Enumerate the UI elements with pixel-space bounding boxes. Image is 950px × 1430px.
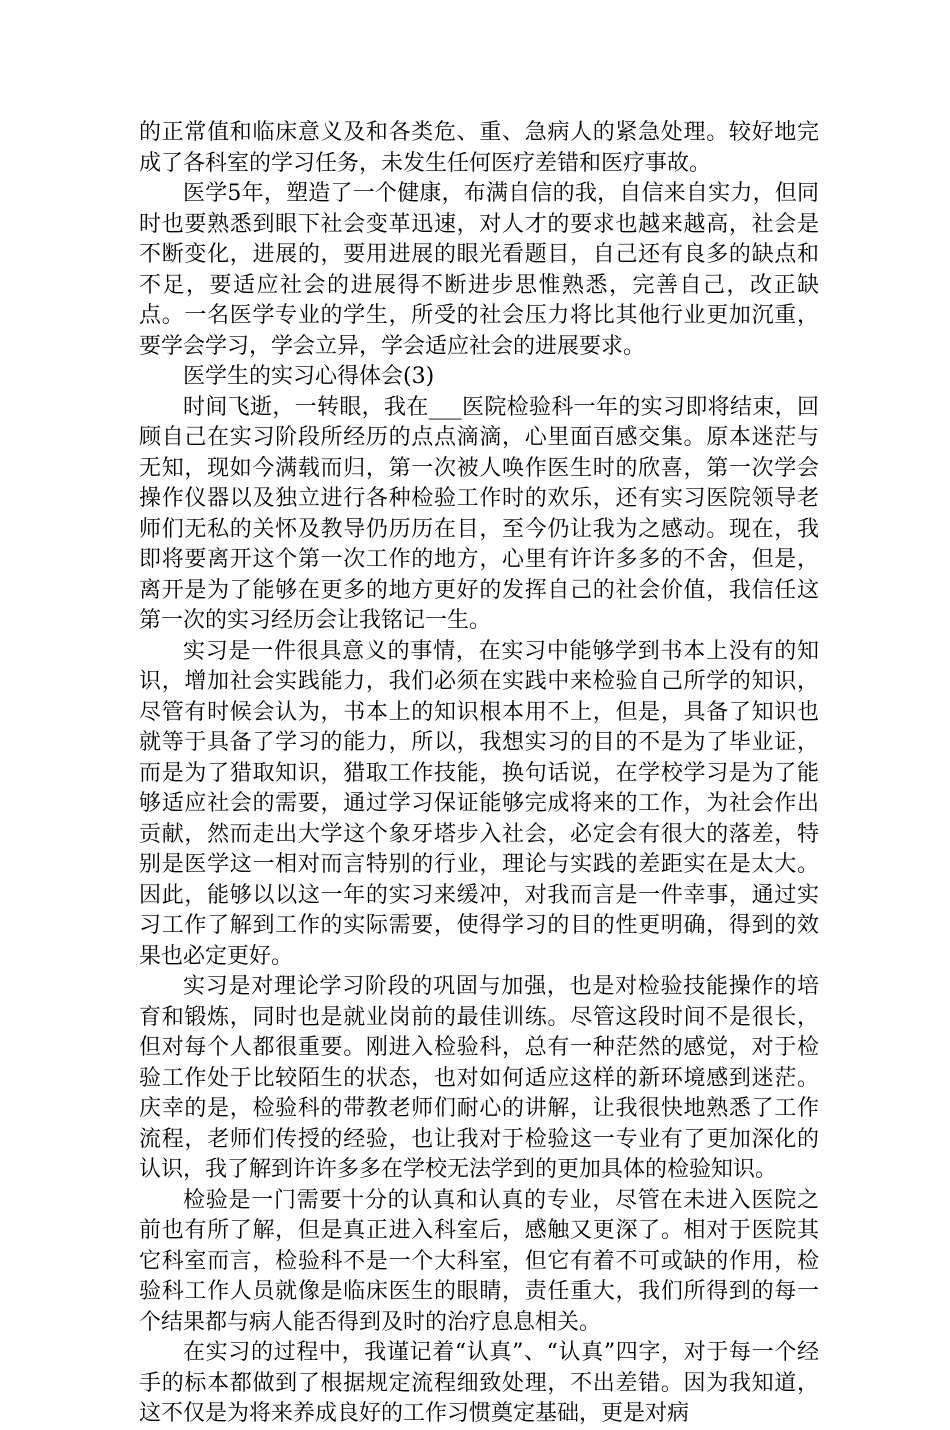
paragraph-consolidation: 实习是对理论学习阶段的巩固与加强，也是对检验技能操作的培育和锻炼，同时也是就业岗前的最佳训练。尽管这段时间不是很长，但对每个人都很重要。刚进入检验科，总有一种茫然的感觉，对于检验工作处于比较陌生的状态，也对如何适应这样的新环境感到迷茫。庆幸的是，检验科的带教老师们耐心的讲解，让我很快地熟悉了工作流程，老师们传授的经验，也让我对于检验这一专业有了更加深化的认识，我了解到许许多多在学校无法学到的更加具体的检验知识。 xyxy=(139,974,819,1182)
section-heading: 医学生的实习心得体会(3) xyxy=(183,364,435,389)
paragraph-medical-five-years: 医学5年，塑造了一个健康，布满自信的我，自信来自实力，但同时也要熟悉到眼下社会变革迅速，对人才的要求也越来越高，社会是不断变化，进展的，要用进展的眼光看题目，自己还有良多的缺点和不足，要适应社会的进展得不断进步思惟熟悉，完善自己，改正缺点。一名医学专业的学生，所受的社会压力将比其他行业更加沉重，要学会学习，学会立异，学会适应社会的进展要求。 xyxy=(139,181,819,359)
document-body xyxy=(139,118,819,1430)
paragraph-carefulness: 在实习的过程中，我谨记着“认真”、“认真”四字，对于每一个经手的标本都做到了根据规定流程细致处理，不出差错。因为我知道，这不仅是为将来养成良好的工作习惯奠定基础，更是对病 xyxy=(139,1340,819,1426)
paragraph-internship-meaning: 实习是一件很具意义的事情，在实习中能够学到书本上没有的知识，增加社会实践能力，我们必须在实践中来检验自己所学的知识，尽管有时候会认为，书本上的知识根本用不上，但是，具备了知识也就等于具备了学习的能力，所以，我想实习的目的不是为了毕业证，而是为了猎取知识，猎取工作技能，换句话说，在学校学习是为了能够适应社会的需要，通过学习保证能够完成将来的工作，为社会作出贡献，然而走出大学这个象牙塔步入社会，必定会有很大的落差，特别是医学这一相对而言特别的行业，理论与实践的差距实在是太大。因此，能够以以这一年的实习来缓冲，对我而言是一件幸事，通过实习工作了解到工作的实际需要，使得学习的目的性更明确，得到的效果也必定更好。 xyxy=(139,638,819,969)
paragraph-laboratory: 检验是一门需要十分的认真和认真的专业，尽管在未进入医院之前也有所了解，但是真正进入科室后，感触又更深了。相对于医院其它科室而言，检验科不是一个大科室，但它有着不可或缺的作用，检验科工作人员就像是临床医生的眼睛，责任重大，我们所得到的每一个结果都与病人能否得到及时的治疗息息相关。 xyxy=(139,1187,819,1335)
paragraph-time-flies: 时间飞逝，一转眼，我在___医院检验科一年的实习即将结束，回顾自己在实习阶段所经历的点点滴滴，心里面百感交集。原本迷茫与无知，现如今满载而归，第一次被人唤作医生时的欣喜，第一次学会操作仪器以及独立进行各种检验工作时的欢乐，还有实习医院领导老师们无私的关怀及教导仍历历在目，至今仍让我为之感动。现在，我即将要离开这个第一次工作的地方，心里有许许多多的不舍，但是，离开是为了能够在更多的地方更好的发挥自己的社会价值，我信任这第一次的实习经历会让我铭记一生。 xyxy=(139,394,819,633)
paragraph-continuation: 的正常值和临床意义及和各类危、重、急病人的紧急处理。较好地完成了各科室的学习任务，未发生任何医疗差错和医疗事故。 xyxy=(139,120,819,176)
